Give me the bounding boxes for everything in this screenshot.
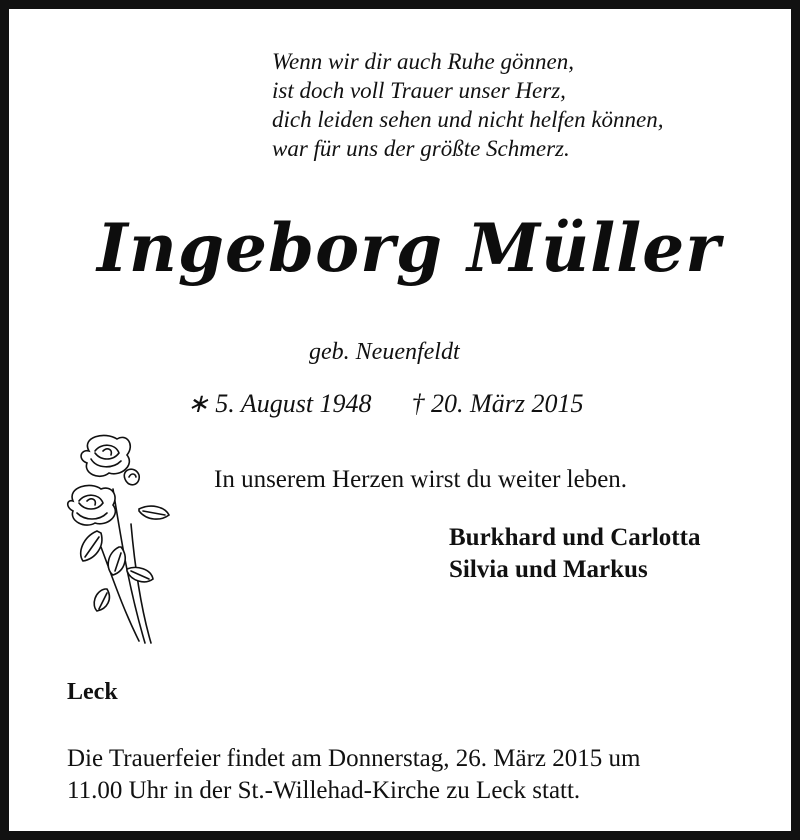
memorial-message: In unserem Herzen wirst du weiter leben. [214,466,628,493]
funeral-line: 11.00 Uhr in der St.-Willehad-Kirche zu Leck statt. [67,777,581,804]
mourner-line: Burkhard und Carlotta [449,524,701,551]
death-date: † 20. März 2015 [411,389,584,418]
deceased-name: Ingeborg Müller [96,209,722,287]
birth-date: ∗ 5. August 1948 [187,389,372,418]
mourner-line: Silvia und Markus [449,556,648,583]
funeral-info [67,743,640,807]
birth-name: geb. Neuenfeldt [309,339,460,365]
poem-line: Wenn wir dir auch Ruhe gönnen, [272,49,574,74]
poem-line: war für uns der größte Schmerz. [272,136,570,161]
poem-line: dich leiden sehen und nicht helfen können, [272,107,664,132]
life-dates [187,389,583,419]
mourners [449,522,700,586]
poem-line: ist doch voll Trauer unser Herz, [272,78,566,103]
poem [272,47,664,163]
funeral-line: Die Trauerfeier findet am Donnerstag, 26. März 2015 um [67,745,641,772]
rose-icon [61,429,181,649]
place-name: Leck [67,679,118,705]
